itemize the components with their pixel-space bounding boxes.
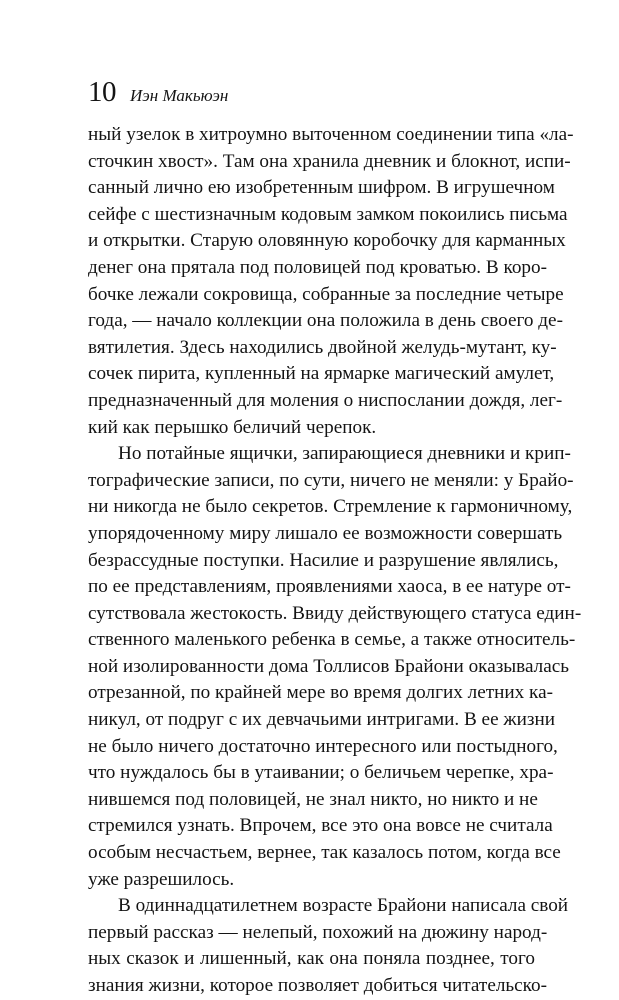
text-line: ни никогда не было секретов. Стремление к гармоничному, bbox=[88, 496, 573, 518]
text-line: не было ничего достаточно интересного или постыдного, bbox=[88, 735, 558, 757]
text-line: ный узелок в хитроумно выточенном соединении типа «ла- bbox=[88, 124, 574, 145]
text-line: денег она прятала под половицей под кроватью. В коро- bbox=[88, 256, 547, 278]
text-line: и открытки. Старую оловянную коробочку для карманных bbox=[88, 230, 566, 252]
text-line: сутствовала жестокость. Ввиду действующего статуса един- bbox=[88, 602, 582, 624]
paragraph bbox=[88, 441, 582, 893]
paragraph bbox=[88, 893, 569, 999]
text-line: вятилетия. Здесь находились двойной желудь-мутант, ку- bbox=[88, 336, 557, 358]
page-header bbox=[88, 74, 228, 110]
text-line: года, — начало коллекции она положила в день своего де- bbox=[88, 310, 563, 332]
paragraph bbox=[88, 122, 574, 441]
text-line: нившемся под половицей, не знал никто, но никто и не bbox=[88, 788, 538, 810]
text-line: особым несчастьем, вернее, так казалось потом, когда все bbox=[88, 842, 561, 864]
body-text bbox=[88, 122, 582, 1000]
text-line: кий как перышко беличий черепок. bbox=[88, 416, 377, 438]
text-line: безрассудные поступки. Насилие и разрушение являлись, bbox=[88, 549, 559, 571]
page-number: 10 bbox=[88, 76, 116, 108]
text-line: санный лично ею изобретенным шифром. В игрушечном bbox=[88, 177, 555, 199]
text-line: по ее представлениям, проявлениями хаоса, в ее натуре от- bbox=[88, 576, 571, 598]
text-line: стремился узнать. Впрочем, все это она вовсе не считала bbox=[88, 815, 553, 837]
text-line: отрезанной, по крайней мере во время долгих летних ка- bbox=[88, 682, 553, 704]
text-line: ственного маленького ребенка в семье, а также относитель- bbox=[88, 629, 576, 651]
text-line: сточкин хвост». Там она хранила дневник и блокнот, испи- bbox=[88, 150, 571, 172]
text-line: тографические записи, по сути, ничего не меняли: у Брайо- bbox=[88, 469, 574, 491]
text-line: сочек пирита, купленный на ярмарке магический амулет, bbox=[88, 363, 555, 385]
text-line: Но потайные ящички, запирающиеся дневники и крип- bbox=[118, 443, 571, 465]
text-line: уже разрешилось. bbox=[88, 868, 235, 890]
running-head-author: Иэн Макьюэн bbox=[130, 86, 229, 105]
text-line: никул, от подруг с их девчачьими интригами. В ее жизни bbox=[88, 709, 556, 731]
text-line: упорядоченному миру лишало ее возможности совершать bbox=[88, 522, 563, 544]
text-line: В одиннадцатилетнем возрасте Брайони написала свой bbox=[118, 895, 569, 917]
text-line: ных сказок и лишенный, как она поняла позднее, того bbox=[88, 948, 535, 970]
text-line: что нуждалось бы в утаивании; о беличьем черепке, хра- bbox=[88, 762, 554, 784]
text-line: ной изолированности дома Толлисов Брайони оказывалась bbox=[88, 655, 570, 677]
text-line: предназначенный для моления о ниспослании дождя, лег- bbox=[88, 389, 563, 411]
text-line: знания жизни, которое позволяет добиться читательско- bbox=[88, 975, 548, 996]
text-line: первый рассказ — нелепый, похожий на дюжину народ- bbox=[88, 921, 548, 943]
text-line: бочке лежали сокровища, собранные за последние четыре bbox=[88, 283, 564, 305]
text-line: сейфе с шестизначным кодовым замком покоились письма bbox=[88, 203, 568, 225]
